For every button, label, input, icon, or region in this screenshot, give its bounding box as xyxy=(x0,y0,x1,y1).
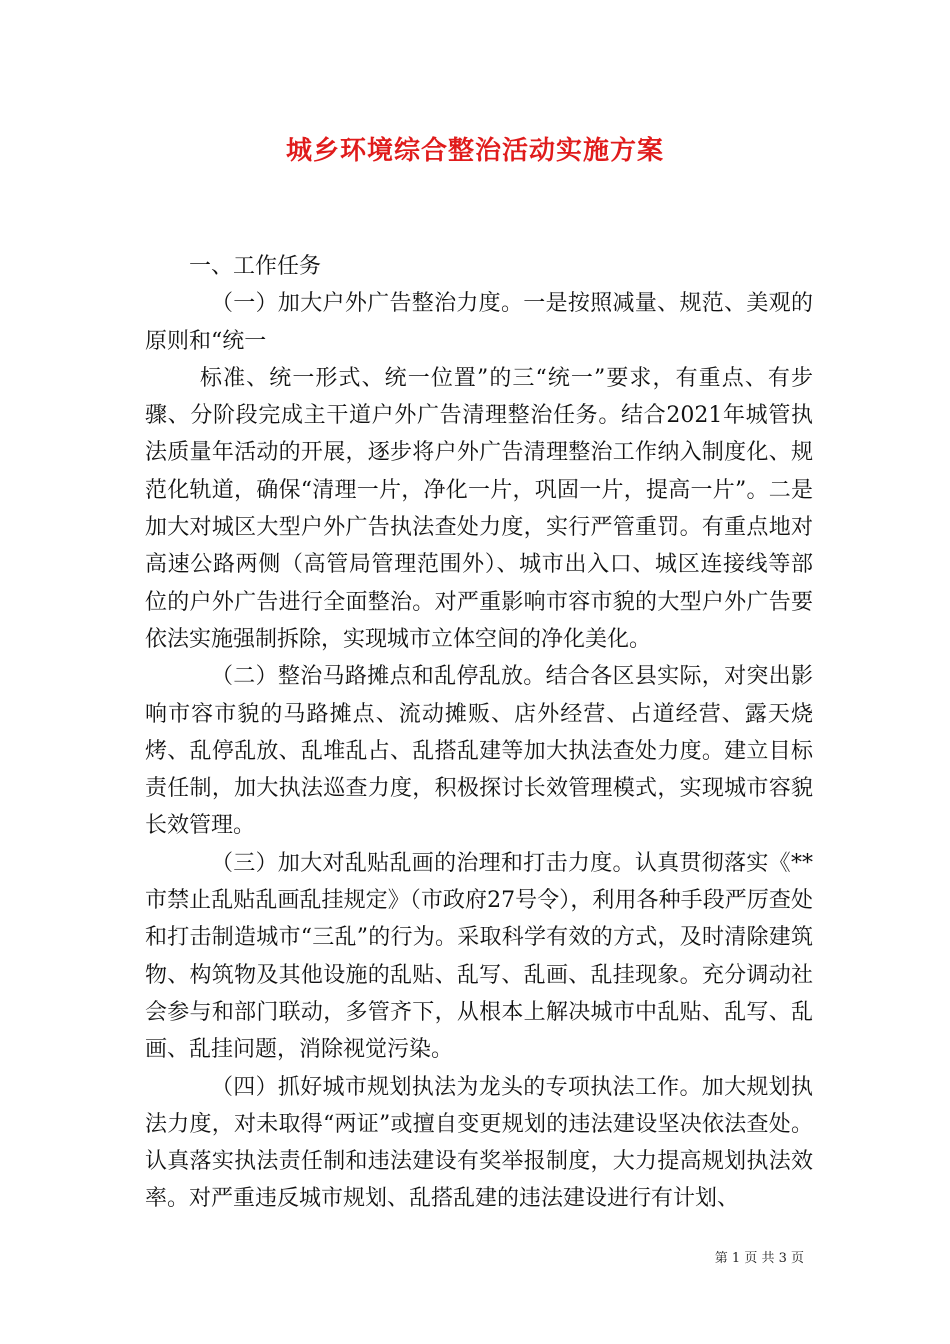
paragraph-2: （二）整治马路摊点和乱停乱放。结合各区县实际，对突出影响市容市貌的马路摊点、流动摊贩、店外经营、占道经营、露天烧烤、乱停乱放、乱堆乱占、乱搭乱建等加大执法查处力度。建立目标责任制，加大执法巡查力度，积极探讨长效管理模式，实现城市容貌长效管理。 xyxy=(145,664,813,839)
paragraph-1: （一）加大户外广告整治力度。一是按照减量、规范、美观的原则和“统一 xyxy=(145,291,813,354)
page-number: 第 1 页 共 3 页 xyxy=(714,1251,804,1266)
paragraph-1-continued: 标准、统一形式、统一位置”的三“统一”要求，有重点、有步骤、分阶段完成主干道户外广告清理整治任务。结合2021年城管执法质量年活动的开展，逐步将户外广告清理整治工作纳入制度化、规范化轨道，确保“清理一片，净化一片，巩固一片，提高一片”。二是加大对城区大型户外广告执法查处力度，实行严管重罚。有重点地对高速公路两侧（高管局管理范围外）、城市出入口、城区连接线等部位的户外广告进行全面整治。对严重影响市容市貌的大型户外广告要依法实施强制拆除，实现城市立体空间的净化美化。 xyxy=(145,365,813,652)
paragraph-3: （三）加大对乱贴乱画的治理和打击力度。认真贯彻落实《**市禁止乱贴乱画乱挂规定》（市政府27号令），利用各种手段严厉查处和打击制造城市“三乱”的行为。采取科学有效的方式，及时清除建筑物、构筑物及其他设施的乱贴、乱写、乱画、乱挂现象。充分调动社会参与和部门联动，多管齐下，从根本上解决城市中乱贴、乱写、乱画、乱挂问题，消除视觉污染。 xyxy=(145,850,813,1063)
paragraph-4: （四）抓好城市规划执法为龙头的专项执法工作。加大规划执法力度，对未取得“两证”或擅自变更规划的违法建设坚决依法查处。认真落实执法责任制和违法建设有奖举报制度，大力提高规划执法效率。对严重违反城市规划、乱搭乱建的违法建设进行有计划、 xyxy=(145,1074,813,1212)
document-title: 城乡环境综合整治活动实施方案 xyxy=(285,136,664,166)
section-heading: 一、工作任务 xyxy=(189,254,322,279)
document-body xyxy=(145,248,813,1218)
